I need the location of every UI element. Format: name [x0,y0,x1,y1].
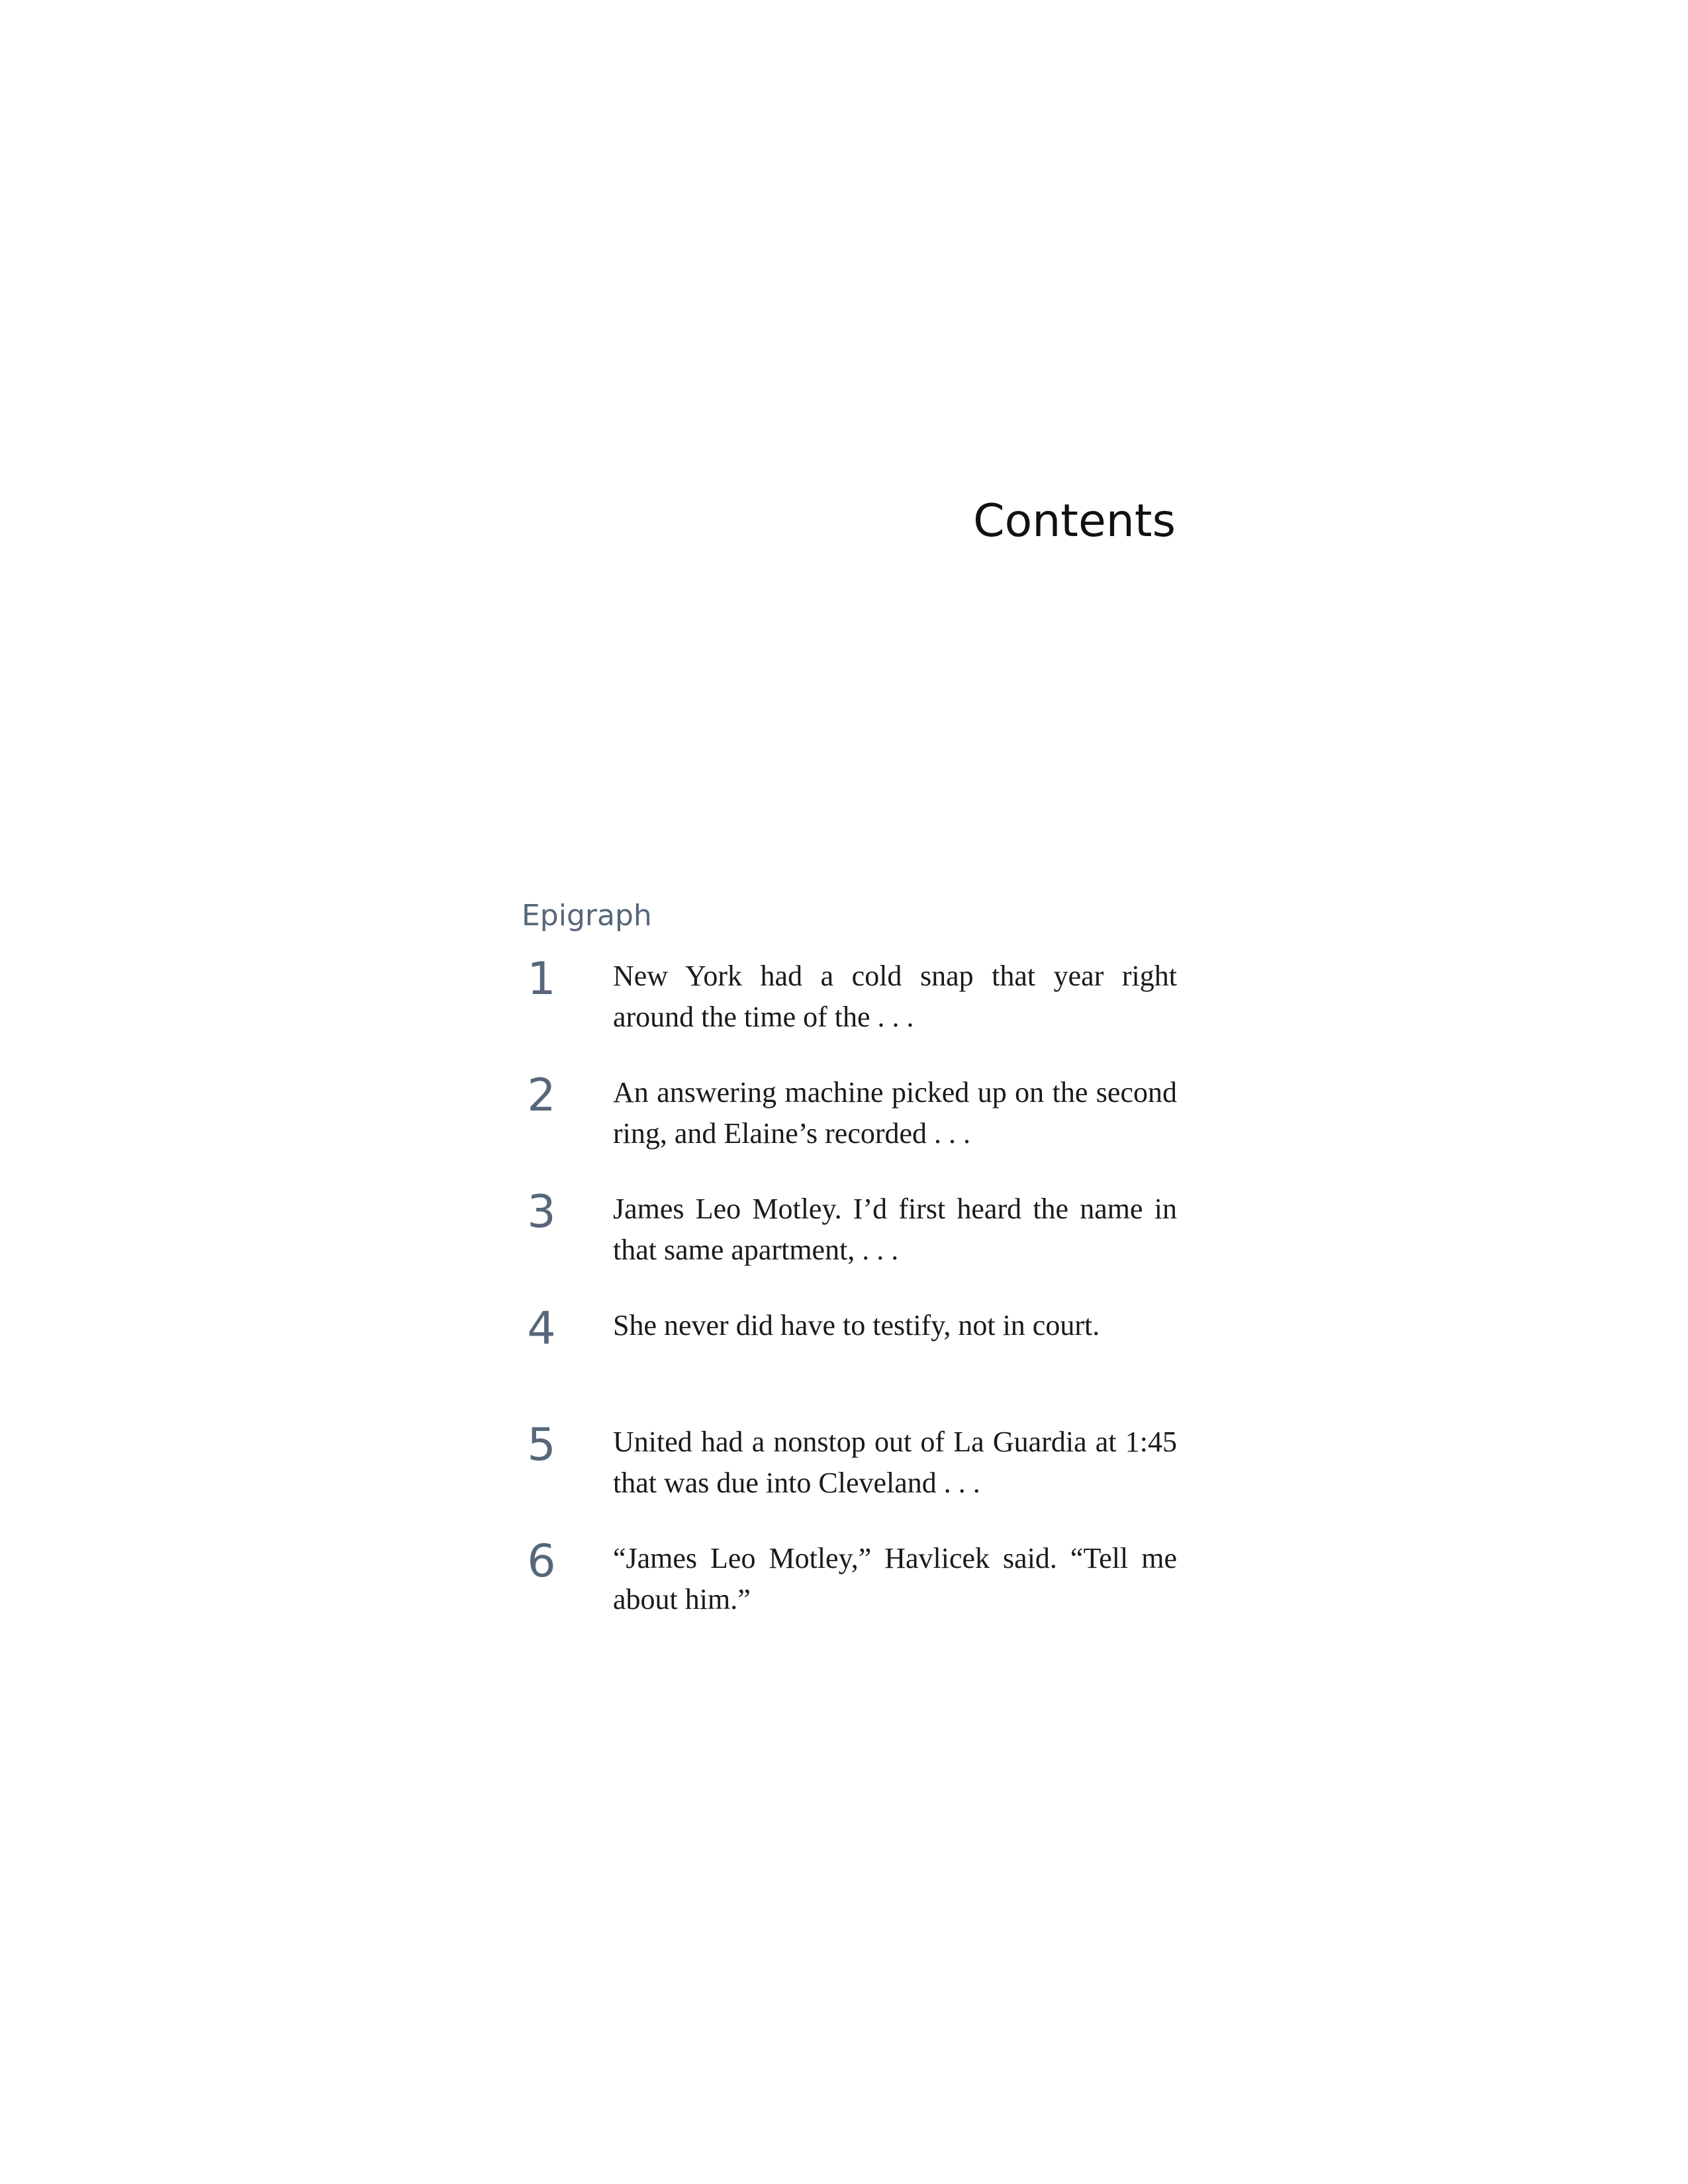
toc-entry-chapter-3[interactable] [522,1186,1177,1305]
chapter-excerpt: “James Leo Motley,” Havlicek said. “Tell me about him.” [613,1542,1177,1615]
chapter-number: 6 [527,1535,556,1588]
chapter-number: 2 [527,1069,556,1122]
chapter-excerpt: An answering machine picked up on the second ring, and Elaine’s recorded . . . [613,1076,1177,1150]
chapter-number: 4 [527,1302,556,1355]
toc-entry-chapter-2[interactable] [522,1069,1177,1189]
page-title: Contents [973,495,1176,547]
chapter-excerpt: New York had a cold snap that year right around the time of the . . . [613,960,1177,1033]
toc-entry-chapter-6[interactable] [522,1535,1177,1655]
toc-link-epigraph[interactable]: Epigraph [522,899,652,933]
chapter-excerpt: She never did have to testify, not in court. [613,1309,1100,1342]
toc-entry-chapter-4[interactable] [522,1302,1177,1422]
table-of-contents [522,901,1177,1655]
toc-entry-chapter-1[interactable] [522,953,1177,1072]
chapter-number: 1 [527,953,556,1005]
toc-entry-chapter-5[interactable] [522,1419,1177,1538]
chapter-number: 3 [527,1186,556,1238]
chapter-excerpt: James Leo Motley. I’d first heard the name in that same apartment, . . . [613,1193,1177,1266]
chapter-number: 5 [527,1419,556,1471]
chapter-excerpt: United had a nonstop out of La Guardia at 1:45 that was due into Cleveland . . . [613,1426,1177,1499]
